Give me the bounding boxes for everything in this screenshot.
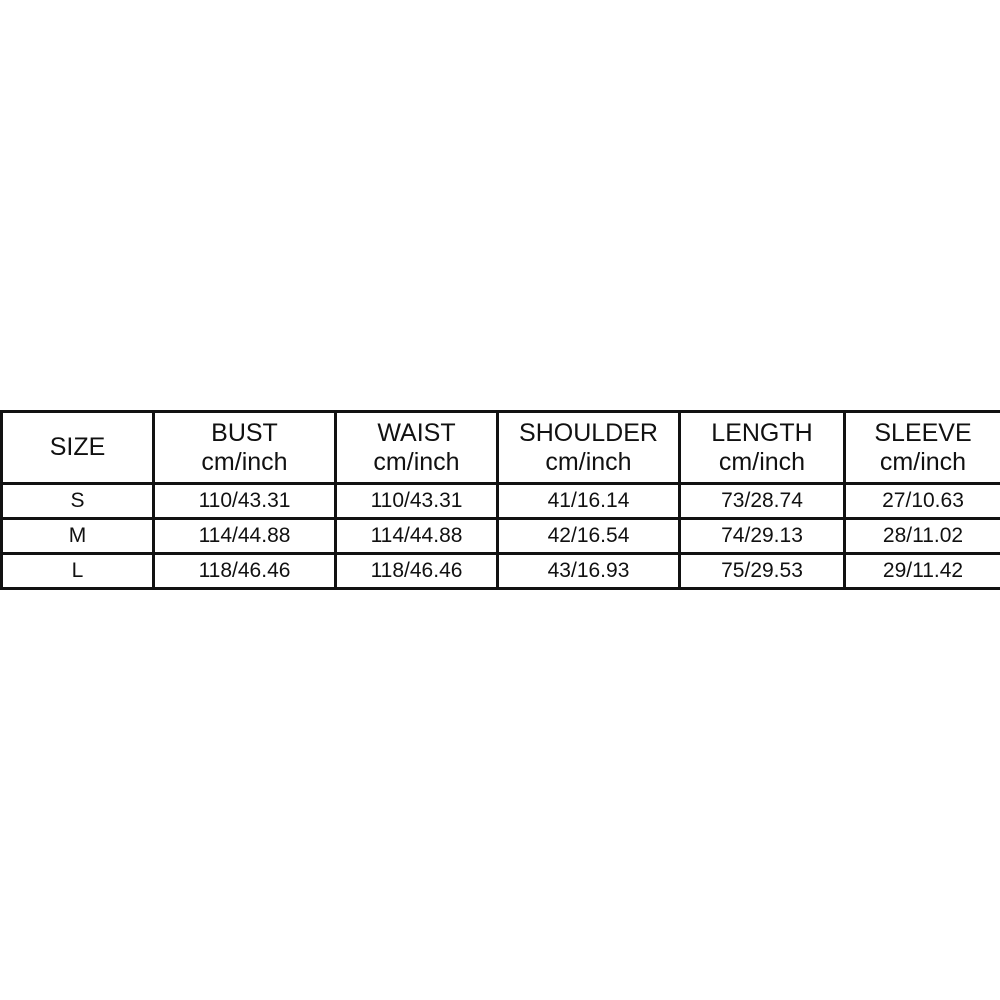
header-waist — [336, 412, 498, 484]
header-length-label: LENGTH — [711, 418, 813, 447]
cell-waist: 118/46.46 — [336, 554, 498, 589]
cell-size: S — [2, 484, 154, 519]
cell-sleeve: 29/11.42 — [845, 554, 1000, 589]
header-size — [2, 412, 154, 484]
cell-shoulder: 43/16.93 — [498, 554, 680, 589]
cell-bust: 114/44.88 — [154, 519, 336, 554]
cell-bust: 110/43.31 — [154, 484, 336, 519]
cell-length: 73/28.74 — [680, 484, 845, 519]
header-length — [680, 412, 845, 484]
table-row-s — [2, 484, 1000, 519]
cell-sleeve: 27/10.63 — [845, 484, 1000, 519]
cell-sleeve: 28/11.02 — [845, 519, 1000, 554]
header-waist-label: WAIST — [377, 418, 456, 447]
cell-bust: 118/46.46 — [154, 554, 336, 589]
cell-size: L — [2, 554, 154, 589]
header-waist-unit: cm/inch — [373, 447, 460, 476]
header-sleeve-unit: cm/inch — [879, 447, 967, 476]
size-chart-table — [0, 410, 1000, 590]
table-row-l — [2, 554, 1000, 589]
cell-shoulder: 41/16.14 — [498, 484, 680, 519]
header-bust-label: BUST — [211, 418, 278, 447]
header-shoulder-label: SHOULDER — [519, 418, 658, 447]
header-bust — [154, 412, 336, 484]
header-sleeve-label: SLEEVE — [874, 418, 972, 447]
cell-length: 75/29.53 — [680, 554, 845, 589]
header-bust-unit: cm/inch — [201, 447, 288, 476]
cell-length: 74/29.13 — [680, 519, 845, 554]
cell-waist: 114/44.88 — [336, 519, 498, 554]
cell-size: M — [2, 519, 154, 554]
header-shoulder — [498, 412, 680, 484]
header-shoulder-unit: cm/inch — [545, 447, 632, 476]
header-length-unit: cm/inch — [718, 447, 806, 476]
header-row — [2, 412, 1000, 484]
header-size-label: SIZE — [49, 433, 106, 461]
header-sleeve — [845, 412, 1000, 484]
cell-shoulder: 42/16.54 — [498, 519, 680, 554]
table-row-m — [2, 519, 1000, 554]
cell-waist: 110/43.31 — [336, 484, 498, 519]
